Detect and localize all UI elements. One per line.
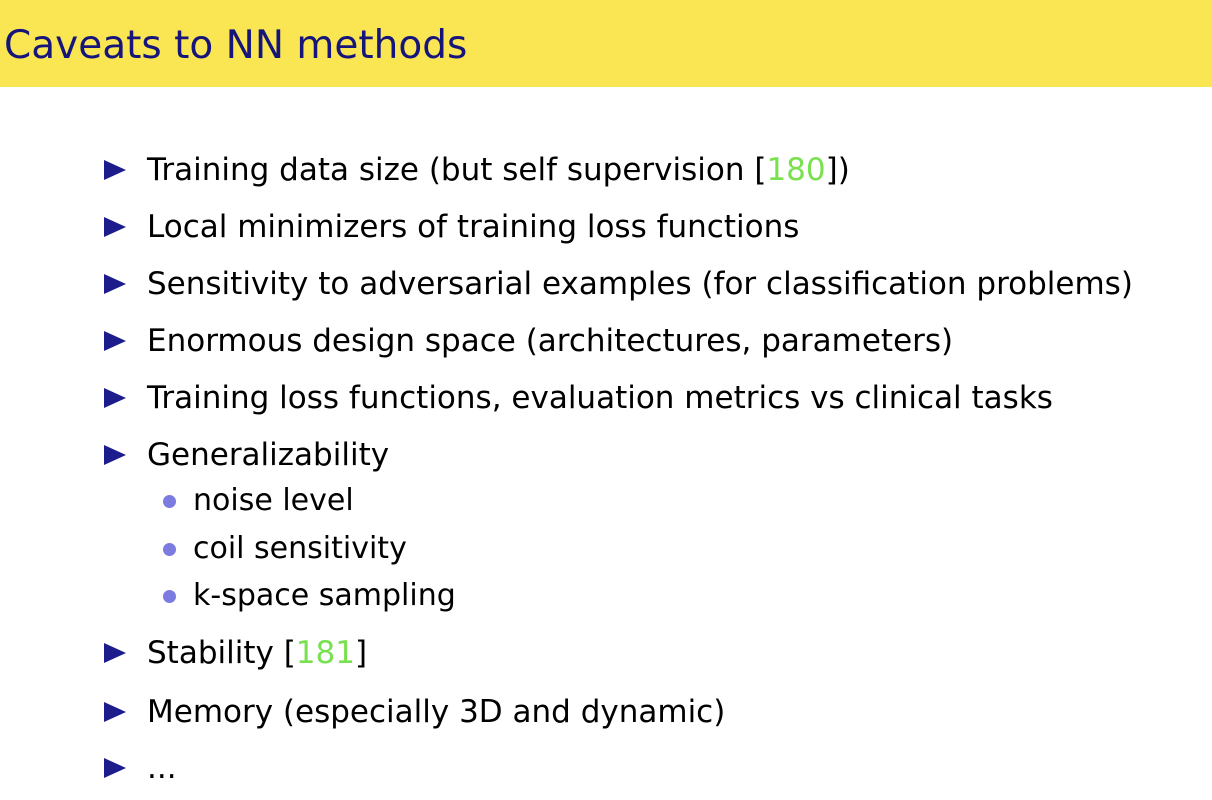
bullet-text: Memory (especially 3D and dynamic) [147,694,726,730]
bullet-item [104,319,953,363]
bullet-item [104,746,177,790]
dot-bullet-icon [163,543,176,556]
bullet-item [104,690,725,734]
bullet-item [104,376,1053,420]
bullet-text: Stability [181] [147,635,368,671]
sub-bullet-text: coil sensitivity [193,531,407,566]
bullet-item [104,262,1133,306]
bullet-text: Generalizability [147,437,390,473]
triangle-bullet-icon [104,445,126,465]
bullet-text: Enormous design space (architectures, parameters) [147,323,954,359]
triangle-bullet-icon [104,160,126,180]
triangle-bullet-icon [104,758,126,778]
citation-link[interactable]: 181 [295,635,355,671]
bullet-text: Training loss functions, evaluation metrics vs clinical tasks [147,380,1053,416]
dot-bullet-icon [163,590,176,603]
triangle-bullet-icon [104,388,126,408]
bullet-item [104,433,389,477]
sub-bullet-item [163,481,354,521]
dot-bullet-icon [163,495,176,508]
triangle-bullet-icon [104,274,126,294]
bullet-text: ... [147,750,177,786]
sub-bullet-text: noise level [193,483,354,518]
slide-title: Caveats to NN methods [4,23,468,68]
sub-bullet-text: k-space sampling [193,578,456,613]
triangle-bullet-icon [104,217,126,237]
bullet-text: Training data size (but self supervision [180]) [147,152,850,188]
triangle-bullet-icon [104,331,126,351]
bullet-item [104,631,367,675]
citation-link[interactable]: 180 [766,152,826,188]
bullet-item [104,205,799,249]
bullet-text: Local minimizers of training loss functions [147,209,800,245]
triangle-bullet-icon [104,643,126,663]
bullet-text: Sensitivity to adversarial examples (for classification problems) [147,266,1133,302]
sub-bullet-item [163,529,407,569]
sub-bullet-item [163,576,456,616]
bullet-item [104,148,850,192]
triangle-bullet-icon [104,702,126,722]
